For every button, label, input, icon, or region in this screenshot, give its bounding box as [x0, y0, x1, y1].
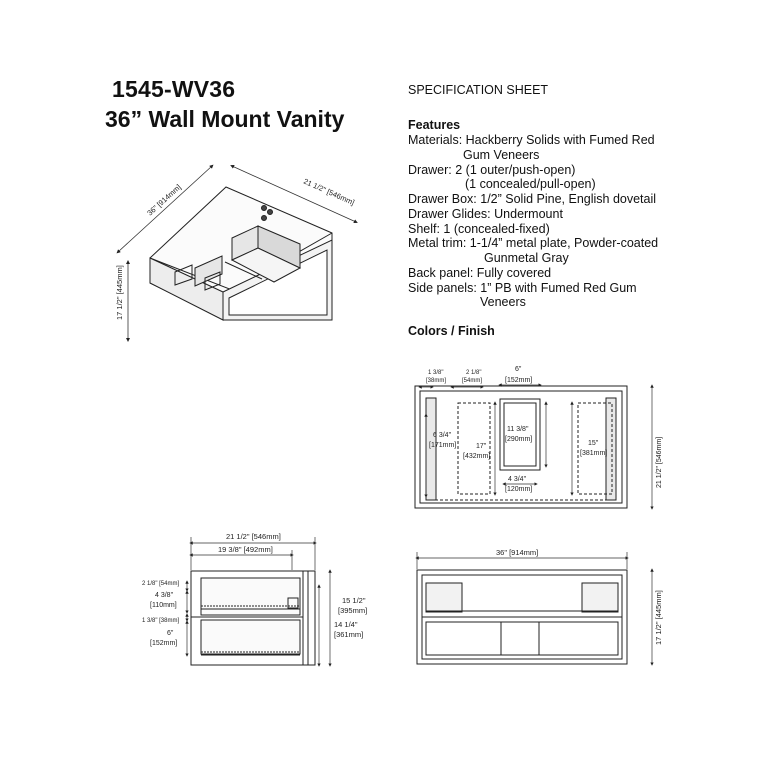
side-depth-label: 21 1/2" [546mm] — [226, 532, 281, 541]
feature-line: Gunmetal Gray — [484, 251, 569, 265]
top-dim-d5-mm: [432mm] — [463, 453, 491, 460]
top-dim-d8-mm: [120mm] — [505, 486, 533, 493]
spec-sheet-label: SPECIFICATION SHEET — [408, 83, 549, 97]
feature-line: (1 concealed/pull-open) — [465, 177, 596, 191]
top-dim-d4-mm: [171mm] — [429, 442, 457, 449]
features-heading: Features — [408, 118, 461, 132]
iso-width-label: 36" [914mm] — [145, 182, 183, 218]
front-height-label: 17 1/2" [445mm] — [654, 590, 663, 645]
side-inner-depth-label: 19 3/8" [492mm] — [218, 545, 273, 554]
side-dim-s2-in: 4 3/8" — [155, 592, 174, 599]
feature-line: Gum Veneers — [463, 148, 540, 162]
side-dim-h2-in: 14 1/4" — [334, 620, 358, 629]
top-dim-d6-in: 11 3/8" — [507, 426, 529, 433]
top-dim-d1-mm: [38mm] — [426, 378, 447, 384]
iso-height-label: 17 1/2" [445mm] — [115, 265, 124, 320]
top-dim-d3-in: 6" — [515, 366, 522, 373]
isometric-view — [150, 187, 332, 320]
top-dim-d7-in: 15" — [588, 440, 599, 447]
side-dim-h2-mm: [361mm] — [334, 630, 364, 639]
side-dim-s1: 2 1/8" [54mm] — [142, 581, 180, 587]
feature-line: Drawer: 2 (1 outer/push-open) — [408, 163, 576, 177]
top-dim-d3-mm: [152mm] — [505, 377, 533, 384]
top-dim-d8-in: 4 3/4" — [508, 476, 527, 483]
top-dim-d2-mm: [54mm] — [462, 378, 483, 384]
side-dim-h1-in: 15 1/2" — [342, 596, 366, 605]
feature-line: Side panels: 1” PB with Fumed Red Gum — [408, 281, 637, 295]
side-dim-h1-mm: [395mm] — [338, 606, 368, 615]
side-dim-s4-in: 6" — [167, 630, 174, 637]
front-width-label: 36" [914mm] — [496, 548, 539, 557]
side-dim-s2-mm: [110mm] — [150, 602, 177, 609]
top-dim-d1-in: 1 3/8" — [428, 370, 444, 376]
top-dim-d2-in: 2 1/8" — [466, 370, 482, 376]
side-dim-s3: 1 3/8" [38mm] — [142, 618, 180, 624]
feature-line: Shelf: 1 (concealed-fixed) — [408, 222, 550, 236]
side-view — [191, 571, 315, 665]
feature-line: Back panel: Fully covered — [408, 266, 552, 280]
feature-line: Materials: Hackberry Solids with Fumed Red — [408, 133, 655, 147]
top-dim-d4-in: 6 3/4" — [433, 432, 452, 439]
colors-finish-heading: Colors / Finish — [408, 324, 495, 338]
feature-line: Drawer Glides: Undermount — [408, 207, 563, 221]
top-dim-d5-in: 17" — [476, 443, 487, 450]
feature-line: Metal trim: 1-1/4” metal plate, Powder-coated — [408, 236, 659, 250]
model-number: 1545-WV36 — [112, 76, 236, 102]
feature-line: Veneers — [480, 295, 526, 309]
top-dim-d6-mm: [290mm] — [505, 436, 533, 443]
top-depth-label: 21 1/2" [546mm] — [656, 436, 663, 488]
iso-depth-label: 21 1/2" [546mm] — [302, 176, 356, 208]
feature-line: Drawer Box: 1/2” Solid Pine, English dovetail — [408, 192, 657, 206]
front-view — [417, 570, 627, 664]
top-dim-d7-mm: [381mm] — [580, 450, 608, 457]
side-dim-s4-mm: [152mm] — [150, 640, 178, 647]
product-name: 36” Wall Mount Vanity — [105, 106, 345, 132]
